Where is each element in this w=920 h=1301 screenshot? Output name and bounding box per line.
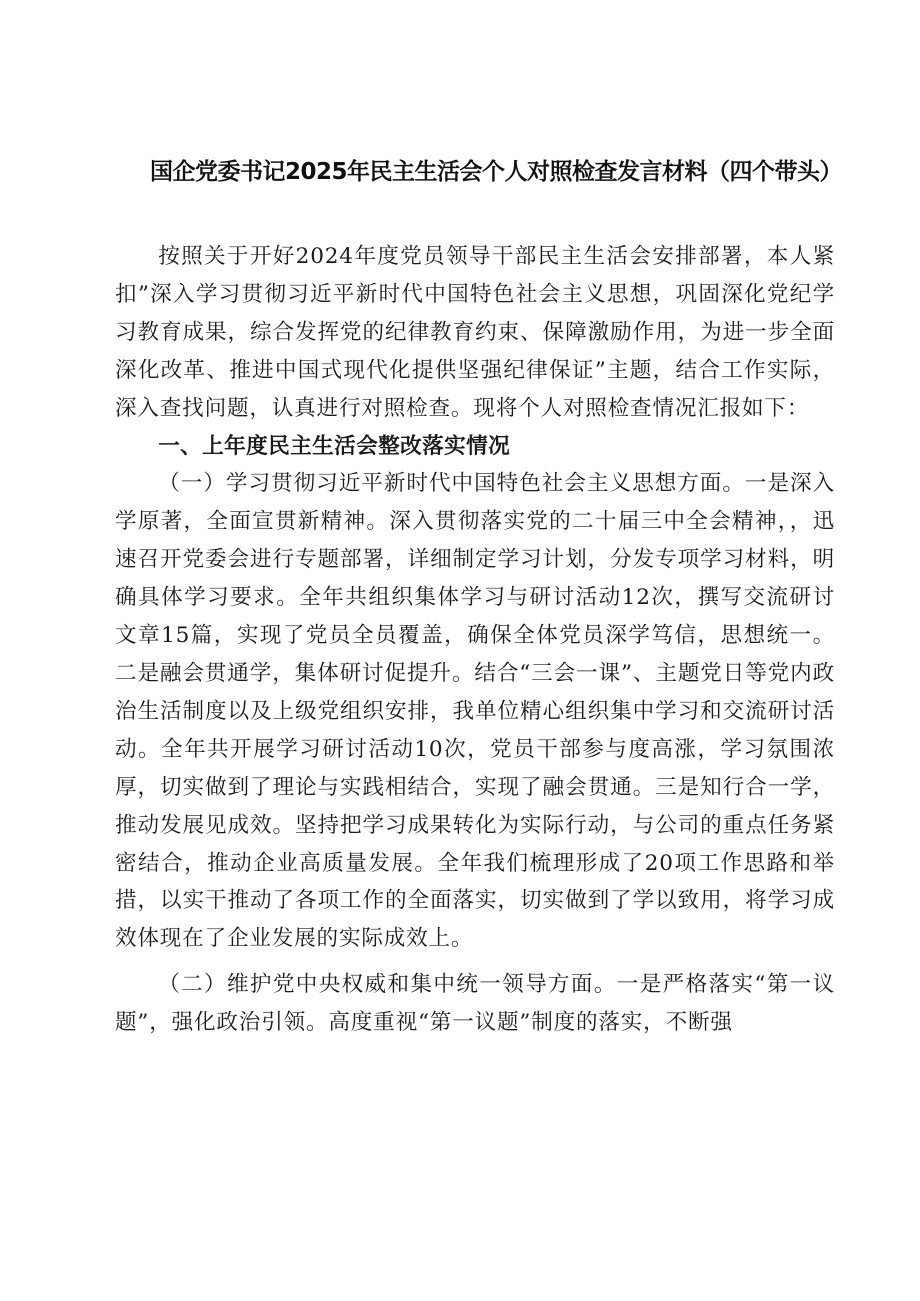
section-paragraph-2: （二）维护党中央权威和集中统一领导方面。一是严格落实“第一议题”，强化政治引领。高度重视“第一议题”制度的落实，不断强 <box>115 972 835 1036</box>
section-paragraph-1: （一）学习贯彻习近平新时代中国特色社会主义思想方面。一是深入学原著，全面宣贯新精神。深入贯彻落实党的二十届三中全会精神，，迅速召开党委会进行专题部署，详细制定学习计划，分发专项学习材料，明确具体学习要求。全年共组织集体学习与研讨活动12次，撰写交流研讨文章15篇，实现了党员全员覆盖，确保全体党员深学笃信，思想统一。二是融会贯通学，集体研讨促提升。结合“三会一课”、主题党日等党内政治生活制度以及上级党组织安排，我单位精心组织集中学习和交流研讨活动。全年共开展学习研讨活动10次，党员干部参与度高涨，学习氛围浓厚，切实做到了理论与实践相结合，实现了融会贯通。三是知行合一学，推动发展见成效。坚持把学习成果转化为实际行动，与公司的重点任务紧密结合，推动企业高质量发展。全年我们梳理形成了20项工作思路和举措，以实干推动了各项工作的全面落实，切实做到了学以致用，将学习成效体现在了企业发展的实际成效上。 <box>115 471 835 952</box>
document-title: 国企党委书记2025年民主生活会个人对照检查发言材料（四个带头） <box>150 159 843 185</box>
section-heading: 一、上年度民主生活会整改落实情况 <box>158 433 511 459</box>
intro-paragraph: 按照关于开好2024年度党员领导干部民主生活会安排部署，本人紧扣”深入学习贯彻习近平新时代中国特色社会主义思想，巩固深化党纪学习教育成果，综合发挥党的纪律教育约束、保障激励作用，为进一步全面深化改革、推进中国式现代化提供坚强纪律保证”主题，结合工作实际，深入查找问题，认真进行对照检查。现将个人对照检查情况汇报如下： <box>115 244 835 421</box>
document-body <box>115 238 835 1042</box>
